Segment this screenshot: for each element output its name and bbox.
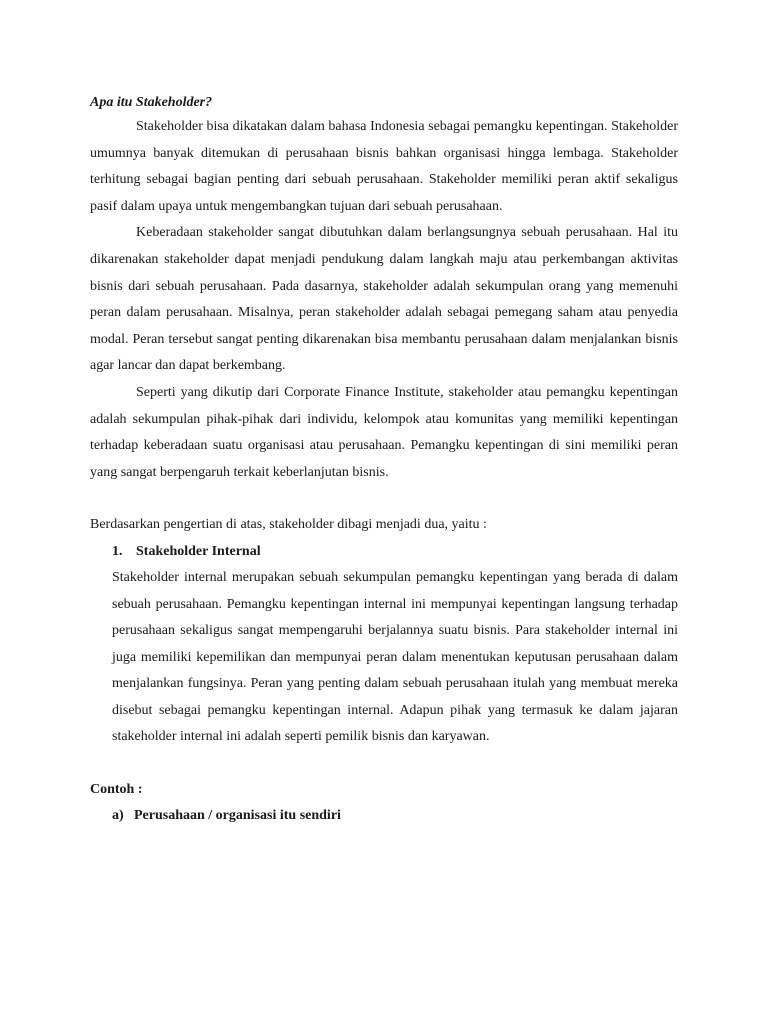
example-label: Contoh : (90, 782, 143, 798)
example-item (90, 803, 678, 829)
list-title-text: Stakeholder Internal (136, 543, 261, 559)
example-letter: a) (112, 808, 124, 824)
spacer (90, 486, 678, 512)
section-heading: Apa itu Stakeholder? (90, 95, 213, 110)
list-number: 1. (112, 543, 123, 559)
list-item-body: Stakeholder internal merupakan sebuah sekumpulan pemangku kepentingan yang berada di dalam sebuah perusahaan. Pemangku kepentingan internal ini mempunyai kepentingan langsung terhadap perusahaan sekaligus sangat mempengaruhi berjalannya suatu bisnis. Para stakeholder internal ini juga memiliki kepemilikan dan mempunyai peran dalam menentukan keputusan perusahaan dalam menjalankan fungsinya. Peran yang penting dalam sebuah perusahaan itulah yang membuat mereka disebut sebagai pemangku kepentingan internal. Adapun pihak yang termasuk ke dalam jajaran stakeholder internal ini adalah seperti pemilik bisnis dan karyawan. (112, 569, 678, 745)
paragraph-definition: Stakeholder bisa dikatakan dalam bahasa Indonesia sebagai pemangku kepentingan. Stakeholder umumnya banyak ditemukan di perusahaan bisnis bahkan organisasi hingga lembaga. Stakeholder terhitung sebagai bagian penting dari sebuah perusahaan. Stakeholder memiliki peran aktif sekaligus pasif dalam upaya untuk mengembangkan tujuan dari sebuah perusahaan. (90, 119, 678, 214)
list-item-title (90, 539, 678, 565)
paragraph-citation: Seperti yang dikutip dari Corporate Finance Institute, stakeholder atau pemangku kepentingan adalah sekumpulan pihak-pihak dari individu, kelompok atau komunitas yang memiliki kepentingan terhadap keberadaan suatu organisasi atau perusahaan. Pemangku kepentingan di sini memiliki peran yang sangat berpengaruh terkait keberlanjutan bisnis. (90, 384, 678, 480)
document-page (90, 92, 678, 829)
paragraph-importance: Keberadaan stakeholder sangat dibutuhkan dalam berlangsungnya sebuah perusahaan. Hal itu dikarenakan stakeholder dapat menjadi pendukung dalam langkah maju atau perkembangan aktivitas bisnis dari sebuah perusahaan. Pada dasarnya, stakeholder adalah sekumpulan orang yang memenuhi peran dalam perusahaan. Misalnya, peran stakeholder adalah sebagai pemegang saham atau penyedia modal. Peran tersebut sangat penting dikarenakan bisa membantu perusahaan dalam menjalankan bisnis agar lancar dan dapat berkembang. (90, 225, 678, 374)
intro-text: Berdasarkan pengertian di atas, stakeholder dibagi menjadi dua, yaitu : (90, 517, 487, 533)
example-text: Perusahaan / organisasi itu sendiri (134, 808, 341, 824)
spacer (90, 751, 678, 777)
